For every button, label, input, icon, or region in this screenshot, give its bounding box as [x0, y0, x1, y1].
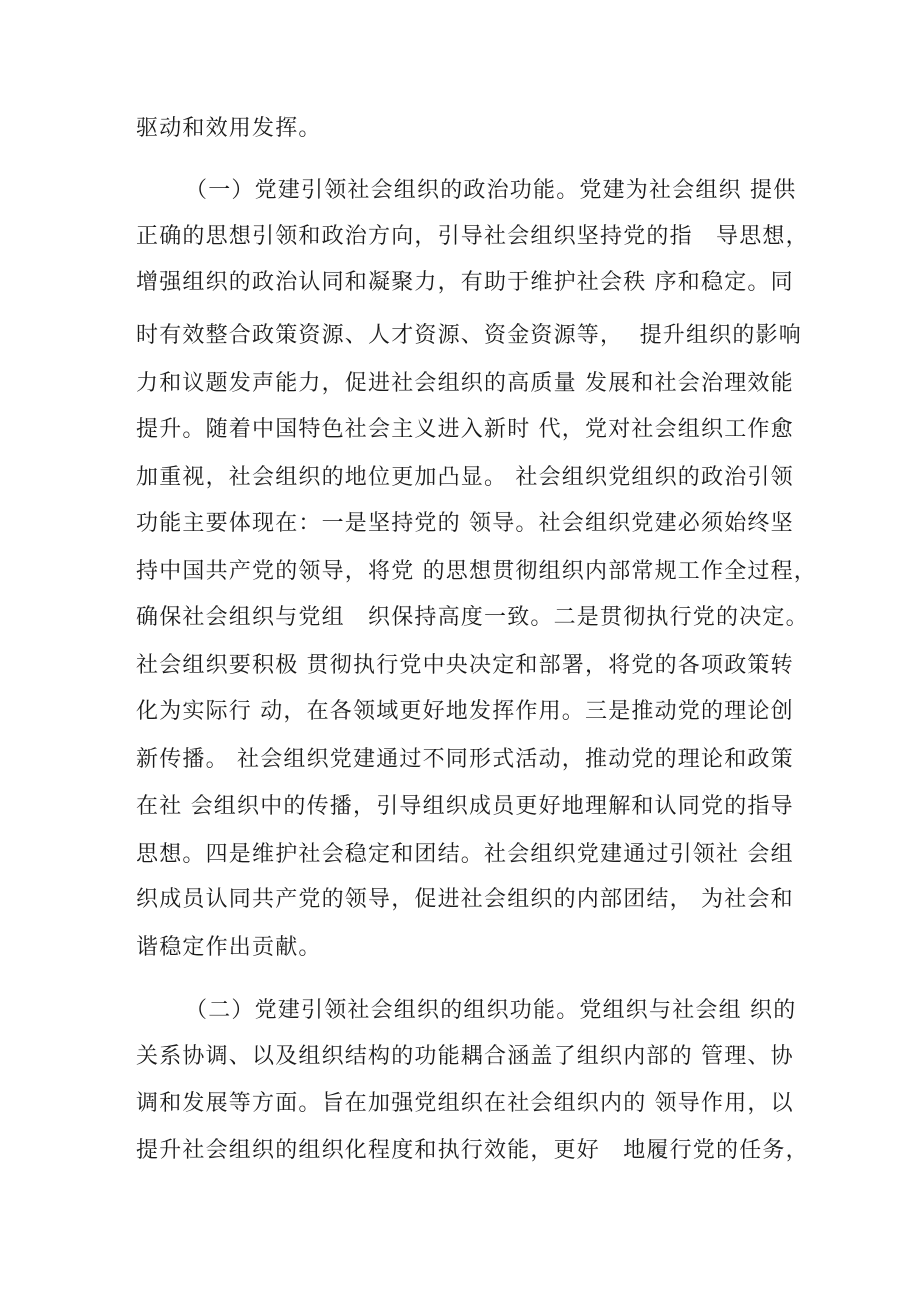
section-2-heading-line: （二）党建引领社会组织的组织功能。党组织与社会组 织的 [185, 998, 797, 1023]
text-line-11: 确保社会组织与党组 织保持高度一致。二是贯彻执行党的决定。 [136, 605, 809, 630]
text-line-3: 正确的思想引领和政治方向，引导社会组织坚持党的指 导思想， [136, 224, 809, 249]
text-line-6: 力和议题发声能力，促进社会组织的高质量 发展和社会治理效能 [136, 371, 794, 396]
text-line-9: 功能主要体现在：一是坚持党的 领导。社会组织党建必须始终坚 [136, 511, 794, 536]
text-line-4: 增强组织的政治认同和凝聚力，有助于维护社会秩 序和稳定。同 [136, 270, 794, 295]
text-line-15: 在社 会组织中的传播，引导组织成员更好地理解和认同党的指导 [136, 794, 794, 819]
text-line-20: 关系协调、以及组织结构的功能耦合涵盖了组织内部的 管理、协 [136, 1044, 794, 1069]
text-line-18: 谐稳定作出贡献。 [136, 935, 322, 960]
text-line-13: 化为实际行 动，在各领域更好地发挥作用。三是推动党的理论创 [136, 699, 794, 724]
text-line-8: 加重视，社会组织的地位更加凸显。 社会组织党组织的政治引领 [136, 465, 794, 490]
text-line-7: 提升。随着中国特色社会主义进入新时 代，党对社会组织工作愈 [136, 417, 794, 442]
text-line-10: 持中国共产党的领导，将党 的思想贯彻组织内部常规工作全过程， [136, 559, 817, 584]
text-line-22: 提升社会组织的组织化程度和执行效能，更好 地履行党的任务， [136, 1138, 809, 1163]
section-1-heading-line: （一）党建引领社会组织的政治功能。党建为社会组织 提供 [185, 178, 797, 203]
text-line-14: 新传播。 社会组织党建通过不同形式活动，推动党的理论和政策 [136, 747, 794, 772]
text-line-17: 织成员认同共产党的领导，促进社会组织的内部团结， 为社会和 [136, 887, 794, 912]
text-line-12: 社会组织要积极 贯彻执行党中央决定和部署，将党的各项政策转 [136, 653, 794, 678]
text-line-16: 思想。四是维护社会稳定和团结。社会组织党建通过引领社 会组 [136, 842, 794, 867]
text-line-21: 调和发展等方面。旨在加强党组织在社会组织内的 领导作用，以 [136, 1091, 794, 1116]
text-line-5: 时有效整合政策资源、人才资源、资金资源等， 提升组织的影响 [136, 323, 802, 348]
text-line-1: 驱动和效用发挥。 [136, 116, 322, 141]
